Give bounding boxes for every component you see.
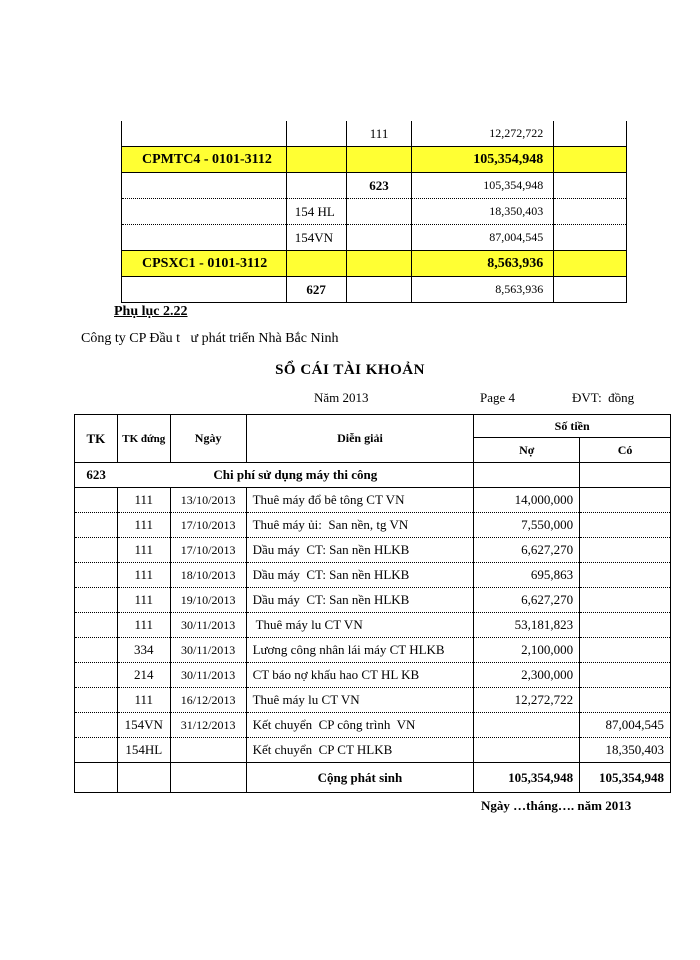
ledger-cell-doi: 154HL <box>117 738 170 763</box>
ledger-row <box>75 713 671 738</box>
company-name: Công ty CP Đầu t ư phát triển Nhà Bắc Ninh <box>81 331 339 346</box>
ledger-cell-no <box>474 713 580 738</box>
ledger-cell-ngay: 16/12/2013 <box>170 688 246 713</box>
top-table-cell-c5 <box>554 251 627 277</box>
top-table-cell-c1 <box>122 173 287 199</box>
ledger-row <box>75 488 671 513</box>
top-table-cell-c4: 8,563,936 <box>412 277 554 303</box>
top-table-cell-c3 <box>346 251 412 277</box>
ledger-cell-co <box>580 488 671 513</box>
ledger-cell-co <box>580 588 671 613</box>
ledger-cell-dg: Kết chuyển CP công trình VN <box>246 713 474 738</box>
ledger-cell-dg: Thuê máy lu CT VN <box>246 688 474 713</box>
ledger-cell-doi: 214 <box>117 663 170 688</box>
ledger-cell-doi: 111 <box>117 488 170 513</box>
ledger-cell-doi: 334 <box>117 638 170 663</box>
ledger-cell-tk <box>75 688 118 713</box>
account-row <box>75 463 671 488</box>
ledger-cell-ngay: 30/11/2013 <box>170 638 246 663</box>
top-table-cell-c3: 623 <box>346 173 412 199</box>
top-table-cell-c4: 12,272,722 <box>412 121 554 147</box>
ledger-row <box>75 688 671 713</box>
ledger-cell-ngay: 17/10/2013 <box>170 538 246 563</box>
ledger-row <box>75 513 671 538</box>
top-table-cell-c2: 154 HL <box>286 199 346 225</box>
ledger-row <box>75 613 671 638</box>
ledger-cell-no: 6,627,270 <box>474 588 580 613</box>
top-table-cell-c2 <box>286 251 346 277</box>
ledger-cell-co <box>580 688 671 713</box>
top-table-cell-c5 <box>554 225 627 251</box>
top-table-cell-c3: 111 <box>346 121 412 147</box>
ledger-cell-co <box>580 513 671 538</box>
top-table-cell-c3 <box>346 277 412 303</box>
ledger-cell-ngay: 19/10/2013 <box>170 588 246 613</box>
top-table-cell-c4: 8,563,936 <box>412 251 554 277</box>
ledger-row <box>75 738 671 763</box>
ledger-cell-tk <box>75 713 118 738</box>
ledger-row <box>75 538 671 563</box>
ledger-row <box>75 663 671 688</box>
total-label: Cộng phát sinh <box>246 763 474 793</box>
ledger-cell-tk <box>75 613 118 638</box>
header-ngay: Ngày <box>170 415 246 463</box>
total-debit: 105,354,948 <box>474 763 580 793</box>
header-no: Nợ <box>474 438 580 463</box>
top-table-row <box>122 251 627 277</box>
top-table-cell-c1 <box>122 277 287 303</box>
ledger-cell-doi: 111 <box>117 613 170 638</box>
top-table-cell-c5 <box>554 121 627 147</box>
ledger-cell-dg: Thuê máy ủi: San nền, tg VN <box>246 513 474 538</box>
ledger-cell-doi: 111 <box>117 563 170 588</box>
top-table-cell-c1 <box>122 225 287 251</box>
ledger-cell-dg: Thuê máy lu CT VN <box>246 613 474 638</box>
top-table-row <box>122 225 627 251</box>
ledger-cell-dg: Dầu máy CT: San nền HLKB <box>246 538 474 563</box>
ledger-cell-ngay: 31/12/2013 <box>170 713 246 738</box>
ledger-cell-dg: Kết chuyển CP CT HLKB <box>246 738 474 763</box>
top-table-cell-c2 <box>286 121 346 147</box>
ledger-cell-dg: CT báo nợ khấu hao CT HL KB <box>246 663 474 688</box>
top-table-cell-c4: 87,004,545 <box>412 225 554 251</box>
ledger-cell-co <box>580 563 671 588</box>
ledger-cell-tk <box>75 538 118 563</box>
ledger-cell-co <box>580 638 671 663</box>
top-table-cell-c2: 627 <box>286 277 346 303</box>
ledger-cell-co <box>580 538 671 563</box>
top-table-row <box>122 173 627 199</box>
top-table-cell-c2: 154VN <box>286 225 346 251</box>
ledger-cell-co: 18,350,403 <box>580 738 671 763</box>
ledger-cell-dg: Dầu máy CT: San nền HLKB <box>246 563 474 588</box>
ledger-cell-no: 2,100,000 <box>474 638 580 663</box>
top-table-row <box>122 121 627 147</box>
top-table-cell-c1 <box>122 121 287 147</box>
header-so-tien: Số tiền <box>474 415 671 438</box>
top-table-cell-c4: 105,354,948 <box>412 173 554 199</box>
top-table-cell-c1 <box>122 199 287 225</box>
ledger-cell-doi: 111 <box>117 538 170 563</box>
ledger-cell-no <box>474 738 580 763</box>
ledger-cell-co: 87,004,545 <box>580 713 671 738</box>
top-table-cell-c3 <box>346 199 412 225</box>
ledger-cell-ngay: 17/10/2013 <box>170 513 246 538</box>
ledger-cell-tk <box>75 488 118 513</box>
ledger-cell-no: 2,300,000 <box>474 663 580 688</box>
top-table-cell-c5 <box>554 147 627 173</box>
top-table-cell-c1: CPSXC1 - 0101-3112 <box>122 251 287 277</box>
ledger-cell-tk <box>75 738 118 763</box>
ledger-cell-dg: Thuê máy đổ bê tông CT VN <box>246 488 474 513</box>
ledger-cell-doi: 111 <box>117 513 170 538</box>
account-name: Chi phí sử dụng máy thi công <box>117 463 474 488</box>
top-table-row <box>122 147 627 173</box>
ledger-cell-tk <box>75 663 118 688</box>
ledger-cell-co <box>580 663 671 688</box>
total-row <box>75 763 671 793</box>
header-tk: TK <box>75 415 118 463</box>
account-ledger-table <box>74 414 671 793</box>
ledger-cell-co <box>580 613 671 638</box>
header-co: Có <box>580 438 671 463</box>
ledger-cell-no: 695,863 <box>474 563 580 588</box>
ledger-row <box>75 588 671 613</box>
top-table-cell-c5 <box>554 199 627 225</box>
top-table-cell-c2 <box>286 173 346 199</box>
ledger-cell-no: 7,550,000 <box>474 513 580 538</box>
ledger-cell-tk <box>75 563 118 588</box>
ledger-cell-dg: Lương công nhân lái máy CT HLKB <box>246 638 474 663</box>
ledger-row <box>75 563 671 588</box>
page-number: Page 4 <box>480 390 516 405</box>
ledger-cell-doi: 111 <box>117 688 170 713</box>
ledger-cell-tk <box>75 513 118 538</box>
ledger-cell-tk <box>75 638 118 663</box>
ledger-row <box>75 638 671 663</box>
ledger-cell-doi: 154VN <box>117 713 170 738</box>
year-label: Năm 2013 <box>314 390 369 405</box>
top-ledger-table <box>121 121 627 303</box>
top-table-cell-c4: 18,350,403 <box>412 199 554 225</box>
header-tk-doi-ung: TK đứng <box>117 415 170 463</box>
header-dien-giai: Diễn giải <box>246 415 474 463</box>
ledger-cell-ngay: 13/10/2013 <box>170 488 246 513</box>
ledger-cell-no: 6,627,270 <box>474 538 580 563</box>
top-table-row <box>122 199 627 225</box>
ledger-cell-no: 53,181,823 <box>474 613 580 638</box>
ledger-cell-doi: 111 <box>117 588 170 613</box>
ledger-cell-no: 12,272,722 <box>474 688 580 713</box>
top-table-cell-c5 <box>554 173 627 199</box>
ledger-cell-ngay: 30/11/2013 <box>170 613 246 638</box>
top-table-cell-c5 <box>554 277 627 303</box>
ledger-cell-ngay: 30/11/2013 <box>170 663 246 688</box>
top-table-cell-c2 <box>286 147 346 173</box>
ledger-cell-ngay: 18/10/2013 <box>170 563 246 588</box>
top-table-cell-c1: CPMTC4 - 0101-3112 <box>122 147 287 173</box>
ledger-cell-no: 14,000,000 <box>474 488 580 513</box>
top-table-row <box>122 277 627 303</box>
account-code: 623 <box>75 463 118 488</box>
ledger-cell-dg: Dầu máy CT: San nền HLKB <box>246 588 474 613</box>
top-table-cell-c3 <box>346 147 412 173</box>
currency-unit: ĐVT: đồng <box>572 390 635 405</box>
footer-date: Ngày …tháng…. năm 2013 <box>481 798 632 813</box>
page-title: SỔ CÁI TÀI KHOẢN <box>275 362 425 378</box>
ledger-cell-ngay <box>170 738 246 763</box>
top-table-cell-c4: 105,354,948 <box>412 147 554 173</box>
total-credit: 105,354,948 <box>580 763 671 793</box>
appendix-label: Phụ lục 2.22 <box>114 304 188 319</box>
ledger-cell-tk <box>75 588 118 613</box>
top-table-cell-c3 <box>346 225 412 251</box>
